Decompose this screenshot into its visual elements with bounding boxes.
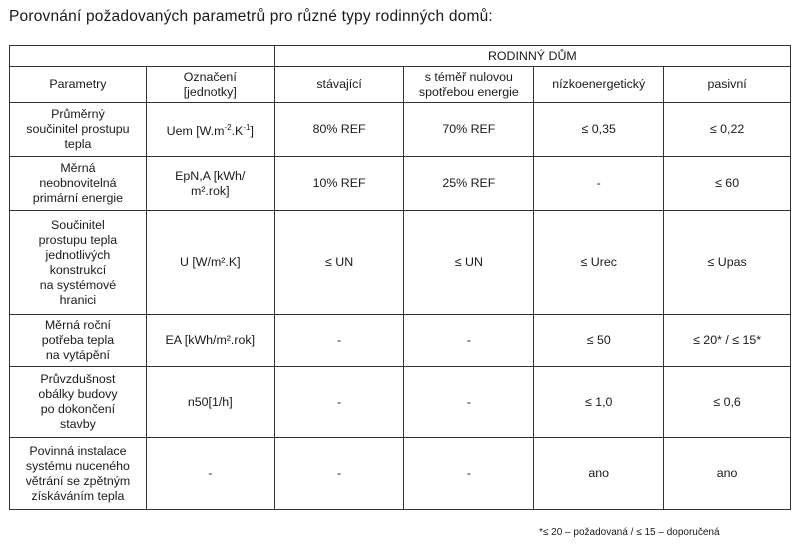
row-label: Součinitel prostupu tepla jednotlivých konstrukcí na systémové hranici	[10, 211, 147, 315]
value-cell: -	[404, 315, 534, 367]
parameters-table	[9, 45, 791, 510]
value-cell: 25% REF	[404, 157, 534, 211]
value-cell: -	[534, 157, 664, 211]
header-nizkoenergeticky: nízkoenergetický	[534, 67, 664, 103]
empty-header-cell	[10, 46, 275, 67]
units-cell: EpN,A [kWh/ m².rok]	[146, 157, 274, 211]
value-cell: ≤ 50	[534, 315, 664, 367]
value-cell: -	[404, 438, 534, 510]
group-header-row	[10, 46, 791, 67]
value-cell: ≤ 20* / ≤ 15*	[664, 315, 791, 367]
header-parametry: Parametry	[10, 67, 147, 103]
value-cell: -	[274, 438, 404, 510]
value-cell: 80% REF	[274, 103, 404, 157]
table-row	[10, 103, 791, 157]
units-cell: Uem $[W.m^{-2}.K^{-1}]$	[146, 103, 274, 157]
value-cell: -	[404, 367, 534, 438]
value-cell: ≤ Urec	[534, 211, 664, 315]
value-cell: ≤ 0,6	[664, 367, 791, 438]
row-label: Průvzdušnost obálky budovy po dokončení stavby	[10, 367, 147, 438]
value-cell: ≤ UN	[274, 211, 404, 315]
value-cell: 10% REF	[274, 157, 404, 211]
value-cell: ano	[534, 438, 664, 510]
table-row	[10, 157, 791, 211]
row-label: Průměrný součinitel prostupu tepla	[10, 103, 147, 157]
header-pasivni: pasivní	[664, 67, 791, 103]
header-stavajici: stávající	[274, 67, 404, 103]
header-temer-nulova: s téměř nulovou spotřebou energie	[404, 67, 534, 103]
value-cell: 70% REF	[404, 103, 534, 157]
value-cell: ≤ 0,35	[534, 103, 664, 157]
value-cell: -	[274, 315, 404, 367]
units-cell: n50[1/h]	[146, 367, 274, 438]
column-header-row	[10, 67, 791, 103]
footnote: *≤ 20 – požadovaná / ≤ 15 – doporučená	[539, 527, 720, 538]
value-cell: ≤ Upas	[664, 211, 791, 315]
table-row	[10, 315, 791, 367]
units-cell: -	[146, 438, 274, 510]
row-label: Povinná instalace systému nuceného větrání se zpětným získáváním tepla	[10, 438, 147, 510]
row-label: Měrná roční potřeba tepla na vytápění	[10, 315, 147, 367]
table-row	[10, 367, 791, 438]
value-cell: ano	[664, 438, 791, 510]
value-cell: ≤ 60	[664, 157, 791, 211]
table-row	[10, 211, 791, 315]
row-label: Měrná neobnovitelná primární energie	[10, 157, 147, 211]
group-header-rodinny-dum: RODINNÝ DŮM	[274, 46, 790, 67]
header-oznaceni: Označení [jednotky]	[146, 67, 274, 103]
table-row	[10, 438, 791, 510]
value-cell: ≤ 0,22	[664, 103, 791, 157]
value-cell: -	[274, 367, 404, 438]
page-title: Porovnání požadovaných parametrů pro různé typy rodinných domů:	[9, 8, 493, 25]
units-cell: U [W/m².K]	[146, 211, 274, 315]
value-cell: ≤ 1,0	[534, 367, 664, 438]
units-cell: EA [kWh/m².rok]	[146, 315, 274, 367]
value-cell: ≤ UN	[404, 211, 534, 315]
